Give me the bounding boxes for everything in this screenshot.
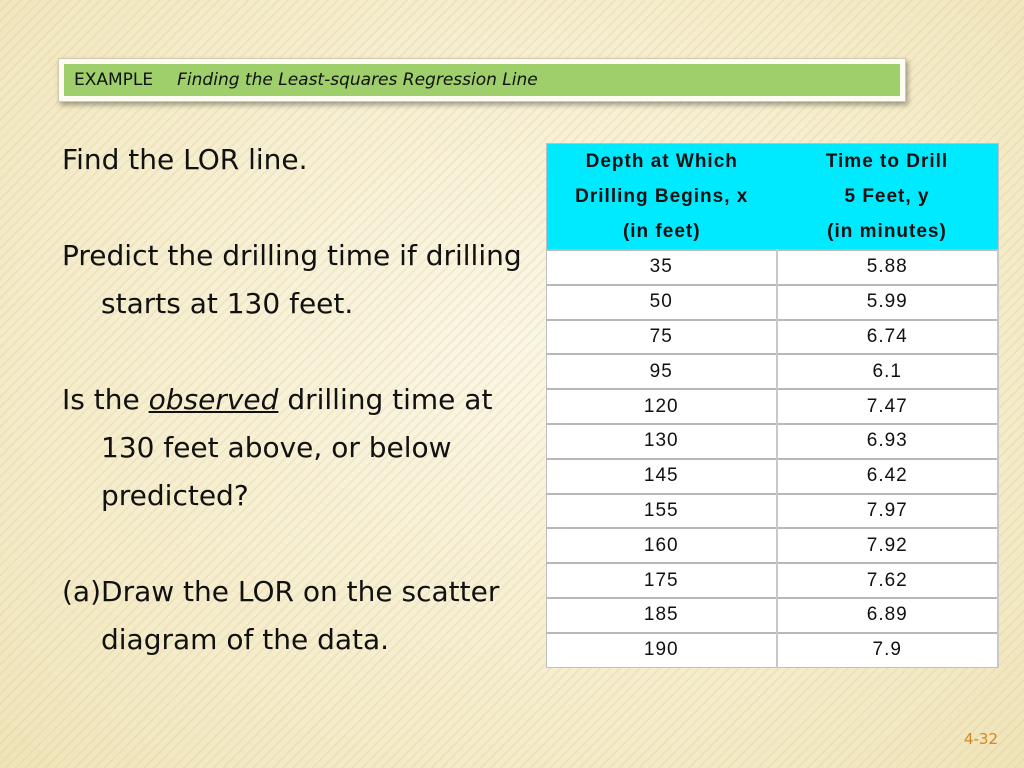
instruction-3-end: drilling time at 130 feet above, or below predicted?	[101, 383, 493, 512]
header-time-line-1: Time to Drill	[825, 151, 949, 172]
table-header-row	[547, 144, 999, 251]
depth-cell: 175	[547, 563, 777, 598]
table-row	[547, 633, 999, 668]
depth-cell: 190	[547, 633, 777, 668]
header-time-line-3: (in minutes)	[827, 221, 947, 242]
table-row	[547, 424, 999, 459]
table-row	[547, 598, 999, 633]
time-cell: 7.62	[777, 563, 999, 598]
time-cell: 7.92	[777, 528, 999, 563]
depth-cell: 130	[547, 424, 777, 459]
table-row	[547, 563, 999, 598]
depth-cell: 120	[547, 389, 777, 424]
depth-cell: 75	[547, 320, 777, 355]
instruction-3	[62, 376, 542, 520]
table-row	[547, 354, 999, 389]
depth-cell: 185	[547, 598, 777, 633]
slide-title: Finding the Least-squares Regression Line	[177, 70, 538, 90]
time-cell: 6.42	[777, 459, 999, 494]
title-bar-fill	[64, 64, 900, 96]
time-cell: 7.9	[777, 633, 999, 668]
instruction-4: (a)Draw the LOR on the scatter diagram of the data.	[62, 575, 500, 656]
body-text	[62, 136, 542, 664]
instruction-1: Find the LOR line.	[62, 143, 308, 176]
table-row	[547, 320, 999, 355]
time-cell: 6.93	[777, 424, 999, 459]
depth-cell: 35	[547, 250, 777, 285]
header-depth-line-3: (in feet)	[622, 221, 701, 242]
header-time-line-2: 5 Feet, y	[844, 186, 930, 207]
time-cell: 6.89	[777, 598, 999, 633]
header-depth-line-2: Drilling Begins, x	[575, 186, 749, 207]
title-bar	[58, 58, 906, 102]
time-cell: 7.47	[777, 389, 999, 424]
depth-cell: 95	[547, 354, 777, 389]
time-cell: 5.99	[777, 285, 999, 320]
header-time	[777, 144, 999, 251]
time-cell: 6.74	[777, 320, 999, 355]
instruction-3-start: Is the	[62, 383, 149, 416]
depth-cell: 155	[547, 494, 777, 529]
depth-cell: 160	[547, 528, 777, 563]
time-cell: 5.88	[777, 250, 999, 285]
table-row	[547, 250, 999, 285]
time-cell: 6.1	[777, 354, 999, 389]
depth-cell: 50	[547, 285, 777, 320]
table-row	[547, 494, 999, 529]
title-label: EXAMPLE	[74, 70, 154, 90]
table-row	[547, 459, 999, 494]
instruction-2: Predict the drilling time if drilling starts at 130 feet.	[62, 239, 522, 320]
header-depth-line-1: Depth at Which	[585, 151, 738, 172]
table-row	[547, 389, 999, 424]
table-row	[547, 285, 999, 320]
table-row	[547, 528, 999, 563]
drilling-data-table	[546, 143, 999, 668]
header-depth	[547, 144, 777, 251]
time-cell: 7.97	[777, 494, 999, 529]
depth-cell: 145	[547, 459, 777, 494]
slide-number: 4-32	[963, 730, 998, 748]
observed-emphasis: observed	[148, 383, 279, 416]
